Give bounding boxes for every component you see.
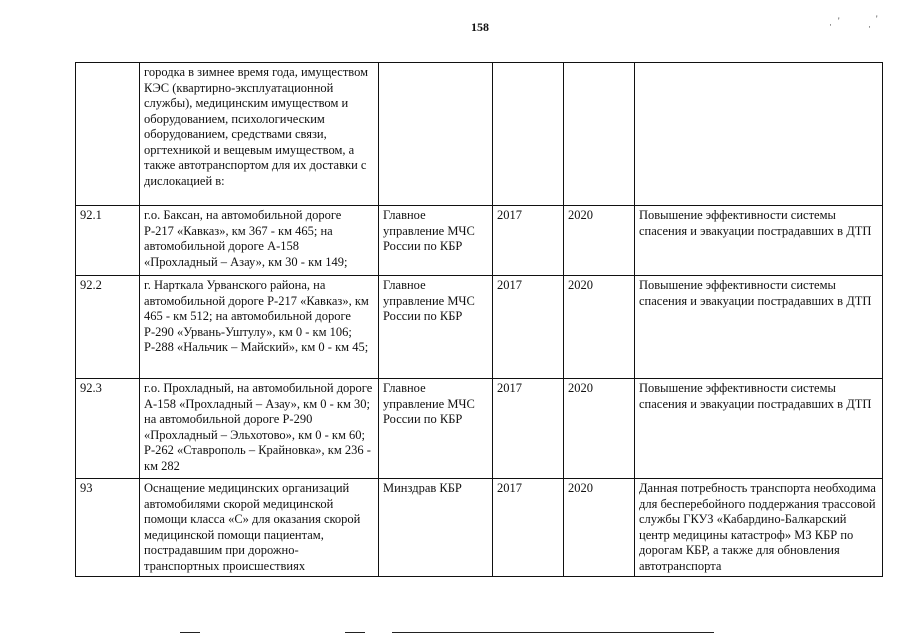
row-note (635, 63, 883, 206)
table-row (76, 206, 883, 276)
row-start-year: 2017 (493, 276, 564, 379)
row-end-year: 2020 (564, 206, 635, 276)
row-executor (379, 63, 493, 206)
row-start-year: 2017 (493, 379, 564, 479)
table-row (76, 63, 883, 206)
scan-speck: ' (838, 16, 840, 26)
row-end-year: 2020 (564, 276, 635, 379)
row-end-year: 2020 (564, 379, 635, 479)
row-description: Оснащение медицинских организаций автомобилями скорой медицинской помощи класса «С» для оказания скорой медицинской помощи пациентам, пострадавшим при дорожно-транспортных происшествиях (140, 479, 379, 577)
footer-rule (392, 632, 714, 633)
footer-rule (345, 632, 365, 633)
row-description: г.о. Баксан, на автомобильной дороге Р-217 «Кавказ», км 367 - км 465; на автомобильной дороге А-158 «Прохладный – Азау», км 30 - км 149; (140, 206, 379, 276)
row-start-year: 2017 (493, 479, 564, 577)
table-row (76, 479, 883, 577)
row-note: Повышение эффективности системы спасения и эвакуации пострадавших в ДТП (635, 206, 883, 276)
row-number: 93 (76, 479, 140, 577)
row-start-year (493, 63, 564, 206)
scan-speck: ' (876, 14, 878, 24)
row-end-year (564, 63, 635, 206)
row-executor: Минздрав КБР (379, 479, 493, 577)
measures-table (75, 62, 883, 577)
row-note: Повышение эффективности системы спасения и эвакуации пострадавших в ДТП (635, 276, 883, 379)
row-start-year: 2017 (493, 206, 564, 276)
row-executor: Главное управление МЧС России по КБР (379, 276, 493, 379)
row-number: 92.2 (76, 276, 140, 379)
page-number: 158 (471, 20, 489, 34)
row-note: Данная потребность транспорта необходима для бесперебойного поддержания трассовой службы ГКУЗ «Кабардино-Балкарский центр медицины катастроф» МЗ КБР по дорогам КБР, а также для обновления автотранспорта (635, 479, 883, 577)
table-row (76, 276, 883, 379)
row-description: г.о. Прохладный, на автомобильной дороге А-158 «Прохладный – Азау», км 0 - км 30; на автомобильной дороге Р-290 «Прохладный – Эльхотово», км 0 - км 60; Р-262 «Ставрополь – Крайновка», км 236 - км 282 (140, 379, 379, 479)
row-number: 92.1 (76, 206, 140, 276)
row-description: г. Нарткала Урванского района, на автомобильной дороге Р-217 «Кавказ», км 465 - км 512; на автомобильной дороге Р-290 «Урвань-Уштулу», км 0 - км 106; Р-288 «Нальчик – Майский», км 0 - км 45; (140, 276, 379, 379)
scan-speck: · (868, 22, 871, 32)
row-number (76, 63, 140, 206)
row-number: 92.3 (76, 379, 140, 479)
row-note: Повышение эффективности системы спасения и эвакуации пострадавших в ДТП (635, 379, 883, 479)
row-description: городка в зимнее время года, имуществом КЭС (квартирно-эксплуатационной службы), медицинским имуществом и оборудованием, психологическим оборудованием, средствами связи, оргтехникой и вещевым имуществом, а также автотранспортом для их доставки с дислокацией в: (140, 63, 379, 206)
row-end-year: 2020 (564, 479, 635, 577)
scan-speck: · (829, 20, 832, 30)
footer-rule (180, 632, 200, 633)
table-row (76, 379, 883, 479)
row-executor: Главное управление МЧС России по КБР (379, 206, 493, 276)
row-executor: Главное управление МЧС России по КБР (379, 379, 493, 479)
